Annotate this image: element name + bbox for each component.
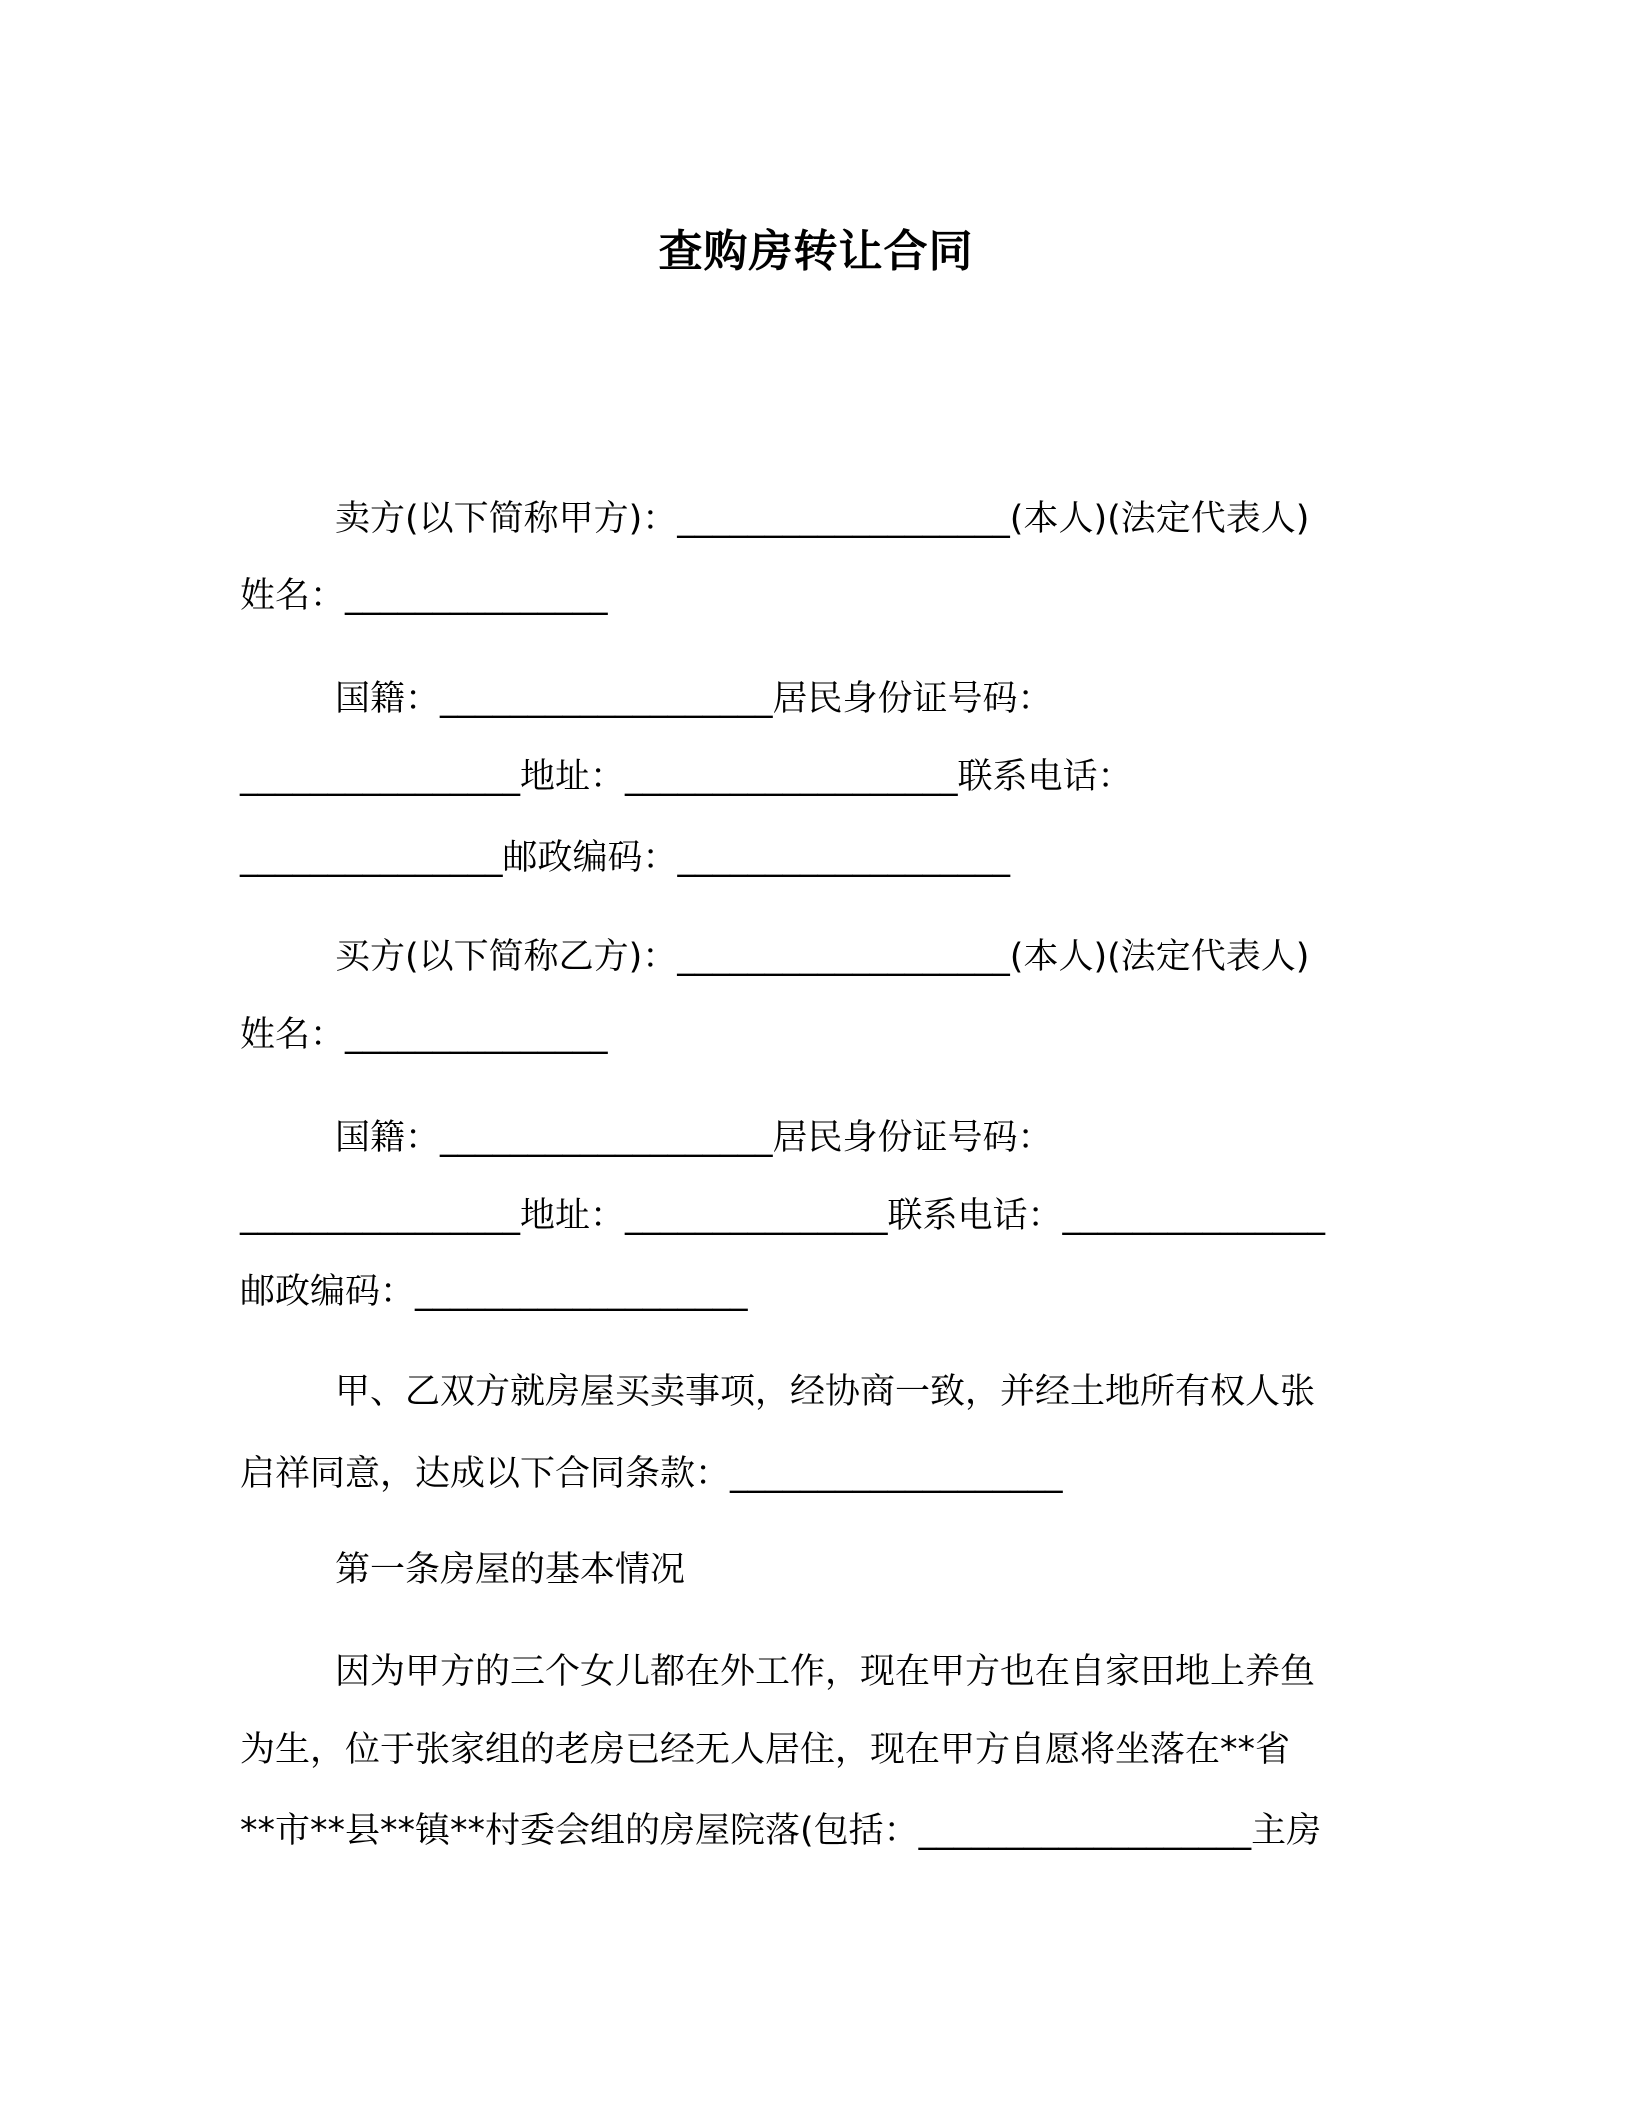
seller-party-line: 卖方(以下简称甲方)：___________________(本人)(法定代表人) [335, 499, 1310, 539]
buyer-postcode-line: 邮政编码：___________________ [240, 1272, 748, 1312]
seller-address-line: ________________地址：___________________联系电话： [240, 757, 1133, 797]
agreement-paragraph-line-1: 甲、乙双方就房屋买卖事项，经协商一致，并经土地所有权人张 [335, 1372, 1316, 1412]
seller-postcode-line: _______________邮政编码：___________________ [240, 838, 1011, 878]
article-1-body-line-3: **市**县**镇**村委会组的房屋院落(包括：___________________主房 [240, 1811, 1322, 1851]
article-1-body-line-2: 为生，位于张家组的老房已经无人居住，现在甲方自愿将坐落在**省 [240, 1730, 1291, 1770]
article-1-body-line-1: 因为甲方的三个女儿都在外工作，现在甲方也在自家田地上养鱼 [335, 1652, 1316, 1692]
buyer-nationality-line: 国籍：___________________居民身份证号码： [335, 1118, 1053, 1158]
agreement-paragraph-line-2: 启祥同意，达成以下合同条款：___________________ [240, 1454, 1063, 1494]
buyer-party-line: 买方(以下简称乙方)：___________________(本人)(法定代表人) [335, 937, 1310, 977]
seller-name-line: 姓名：_______________ [240, 576, 608, 616]
buyer-name-line: 姓名：_______________ [240, 1015, 608, 1055]
article-1-heading: 第一条房屋的基本情况 [335, 1550, 686, 1590]
seller-nationality-line: 国籍：___________________居民身份证号码： [335, 679, 1053, 719]
buyer-address-line: ________________地址：_______________联系电话：_______________ [240, 1196, 1326, 1236]
document-title: 查购房转让合同 [658, 226, 974, 277]
